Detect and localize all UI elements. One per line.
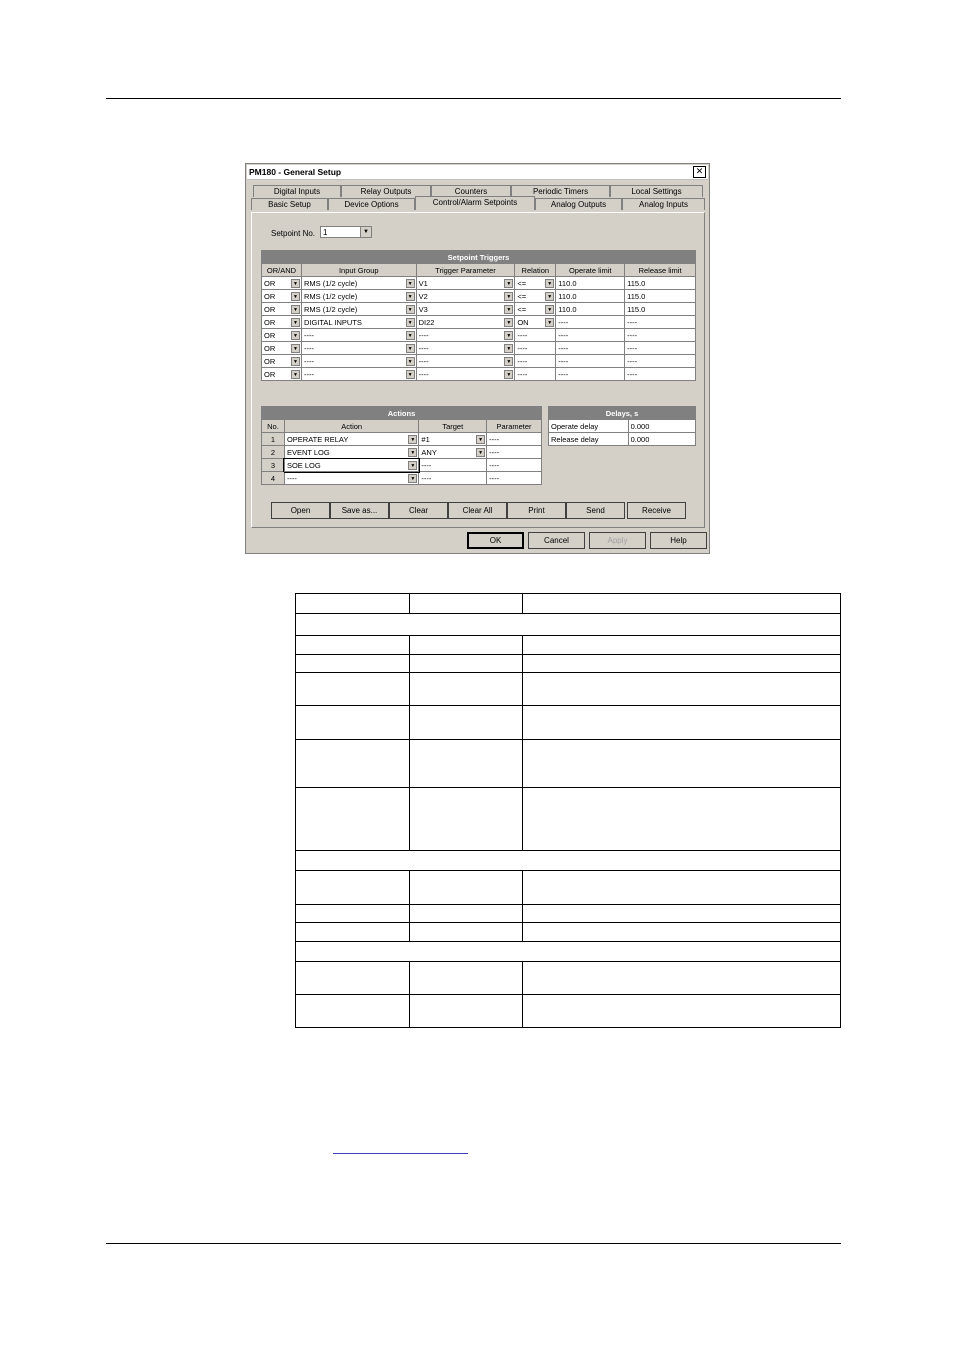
release-delay-label: Release delay xyxy=(549,433,629,446)
chevron-down-icon[interactable]: ▼ xyxy=(408,435,417,444)
chevron-down-icon[interactable]: ▼ xyxy=(408,474,417,483)
action-number xyxy=(262,472,285,485)
table-cell xyxy=(522,995,840,1028)
cell-value: ---- xyxy=(627,369,638,379)
setpoint-triggers-table xyxy=(261,250,696,381)
footer-rule xyxy=(106,1243,841,1244)
cell-value: OR xyxy=(264,291,276,301)
table-cell xyxy=(409,594,522,614)
operate-limit-field[interactable] xyxy=(556,290,625,303)
relation-select[interactable] xyxy=(515,329,556,342)
chevron-down-icon[interactable]: ▼ xyxy=(406,292,415,301)
table-cell xyxy=(409,962,522,995)
general-setup-dialog xyxy=(245,163,710,554)
chevron-down-icon[interactable]: ▼ xyxy=(291,331,300,340)
action-select[interactable] xyxy=(284,472,418,485)
tab-device-options[interactable]: Device Options xyxy=(328,198,415,210)
cell-value: ---- xyxy=(489,447,500,457)
operate-limit-field[interactable] xyxy=(556,316,625,329)
chevron-down-icon[interactable]: ▼ xyxy=(406,318,415,327)
operate-limit-field[interactable] xyxy=(556,342,625,355)
cell-value: ---- xyxy=(627,330,638,340)
cell-value: RMS (1/2 cycle) xyxy=(303,304,358,314)
tab-control-alarm-setpoints[interactable]: Control/Alarm Setpoints xyxy=(415,196,535,210)
cell-value: RMS (1/2 cycle) xyxy=(303,291,358,301)
table-row xyxy=(262,316,696,329)
action-select[interactable] xyxy=(284,459,418,472)
table-cell xyxy=(522,594,840,614)
cancel-button[interactable]: Cancel xyxy=(528,532,585,549)
table-row xyxy=(262,459,542,472)
trigger-parameter-select[interactable] xyxy=(416,303,515,316)
table-row xyxy=(262,446,542,459)
operate-limit-field[interactable] xyxy=(556,368,625,381)
or-and-select[interactable] xyxy=(262,316,302,329)
cell-value: ---- xyxy=(627,356,638,366)
close-icon[interactable]: ✕ xyxy=(693,166,706,178)
chevron-down-icon[interactable]: ▼ xyxy=(291,357,300,366)
input-group-select[interactable] xyxy=(301,355,416,368)
action-number xyxy=(262,433,285,446)
cell-value: DIGITAL INPUTS xyxy=(303,317,362,327)
parameter-field[interactable] xyxy=(487,472,542,485)
table-cell xyxy=(522,962,840,995)
table-cell xyxy=(409,740,522,788)
cell-value: OR xyxy=(264,304,276,314)
cell-value: 110.0 xyxy=(558,304,577,314)
section-row xyxy=(296,851,841,871)
cell-value: ---- xyxy=(558,369,569,379)
chevron-down-icon[interactable]: ▼ xyxy=(406,370,415,379)
release-limit-field[interactable] xyxy=(625,277,696,290)
cell-value: V1 xyxy=(418,278,428,288)
input-group-select[interactable] xyxy=(301,316,416,329)
action-number xyxy=(262,459,285,472)
table-cell xyxy=(409,788,522,851)
parameter-field[interactable] xyxy=(487,446,542,459)
cell-value: 3 xyxy=(270,460,276,470)
release-limit-field[interactable] xyxy=(625,355,696,368)
chevron-down-icon[interactable]: ▼ xyxy=(504,279,513,288)
cell-value: 1 xyxy=(270,434,276,444)
operate-delay-label: Operate delay xyxy=(549,420,629,433)
cell-value: EVENT LOG xyxy=(286,447,330,457)
or-and-select[interactable] xyxy=(262,342,302,355)
chevron-down-icon[interactable]: ▼ xyxy=(545,279,554,288)
table-cell xyxy=(296,962,410,995)
receive-button[interactable]: Receive xyxy=(627,502,686,519)
or-and-select[interactable] xyxy=(262,355,302,368)
cell-value: <= xyxy=(517,291,527,301)
chevron-down-icon[interactable]: ▼ xyxy=(504,357,513,366)
section-row xyxy=(296,614,841,636)
table-cell xyxy=(296,905,410,923)
cell-value: ---- xyxy=(418,343,429,353)
relation-select[interactable] xyxy=(515,277,556,290)
cell-value: ---- xyxy=(627,343,638,353)
cell-value: ---- xyxy=(489,460,500,470)
column-header: Action xyxy=(284,420,418,433)
release-delay-field[interactable]: 0.000 xyxy=(628,433,695,446)
action-select[interactable] xyxy=(284,446,418,459)
table-cell xyxy=(296,788,410,851)
column-header: OR/AND xyxy=(262,264,302,277)
chevron-down-icon[interactable]: ▼ xyxy=(504,318,513,327)
trigger-parameter-select[interactable] xyxy=(416,316,515,329)
cell-value: DI22 xyxy=(418,317,435,327)
action-number xyxy=(262,446,285,459)
chevron-down-icon[interactable]: ▼ xyxy=(360,227,371,237)
table-row xyxy=(262,472,542,485)
chevron-down-icon[interactable]: ▼ xyxy=(504,344,513,353)
table-cell xyxy=(522,871,840,905)
chevron-down-icon[interactable]: ▼ xyxy=(504,305,513,314)
table-cell xyxy=(522,923,840,942)
table-cell xyxy=(522,788,840,851)
cell-value: ---- xyxy=(303,356,314,366)
operate-limit-field[interactable] xyxy=(556,329,625,342)
chevron-down-icon[interactable]: ▼ xyxy=(504,292,513,301)
tab-analog-inputs[interactable]: Analog Inputs xyxy=(622,198,705,210)
table-row xyxy=(262,290,696,303)
table-cell xyxy=(296,871,410,905)
tab-digital-inputs[interactable]: Digital Inputs xyxy=(253,185,341,197)
trigger-parameter-select[interactable] xyxy=(416,368,515,381)
cell-value: ---- xyxy=(489,473,500,483)
title-bar xyxy=(247,165,708,180)
cell-value: 110.0 xyxy=(558,278,577,288)
cell-value: ---- xyxy=(627,317,638,327)
tab-counters[interactable]: Counters xyxy=(431,185,511,197)
cell-value: ---- xyxy=(303,369,314,379)
relation-select[interactable] xyxy=(515,342,556,355)
parameter-field[interactable] xyxy=(487,459,542,472)
cell-value: OR xyxy=(264,369,276,379)
chevron-down-icon[interactable]: ▼ xyxy=(476,435,485,444)
input-group-select[interactable] xyxy=(301,342,416,355)
chevron-down-icon[interactable]: ▼ xyxy=(406,279,415,288)
cell-value: ---- xyxy=(418,330,429,340)
table-cell xyxy=(296,995,410,1028)
cell-value: OR xyxy=(264,356,276,366)
open-button[interactable]: Open xyxy=(271,502,330,519)
parameter-field[interactable] xyxy=(487,433,542,446)
dialog-title: PM180 - General Setup xyxy=(249,167,342,177)
cell-value: OR xyxy=(264,330,276,340)
chevron-down-icon[interactable]: ▼ xyxy=(291,279,300,288)
cell-value: <= xyxy=(517,304,527,314)
delays-caption: Delays, s xyxy=(549,407,696,420)
chevron-down-icon[interactable]: ▼ xyxy=(545,305,554,314)
trigger-parameter-select[interactable] xyxy=(416,290,515,303)
table-cell xyxy=(296,636,410,655)
chevron-down-icon[interactable]: ▼ xyxy=(545,318,554,327)
table-cell xyxy=(296,740,410,788)
cell-value: ANY xyxy=(421,447,437,457)
chevron-down-icon[interactable]: ▼ xyxy=(408,448,417,457)
table-row xyxy=(262,329,696,342)
cell-value: #1 xyxy=(421,434,430,444)
header-rule xyxy=(106,98,841,99)
or-and-select[interactable] xyxy=(262,277,302,290)
table-row xyxy=(262,368,696,381)
trigger-parameter-select[interactable] xyxy=(416,277,515,290)
cell-value: 2 xyxy=(270,447,276,457)
actions-caption: Actions xyxy=(262,407,542,420)
or-and-select[interactable] xyxy=(262,368,302,381)
relation-select[interactable] xyxy=(515,368,556,381)
tab-periodic-timers[interactable]: Periodic Timers xyxy=(511,185,610,197)
table-cell xyxy=(409,655,522,673)
release-limit-field[interactable] xyxy=(625,303,696,316)
relation-select[interactable] xyxy=(515,355,556,368)
tab-analog-outputs[interactable]: Analog Outputs xyxy=(535,198,622,210)
chevron-down-icon[interactable]: ▼ xyxy=(545,292,554,301)
cell-value: OR xyxy=(264,343,276,353)
column-header: No. xyxy=(262,420,285,433)
cell-value: ---- xyxy=(303,343,314,353)
tab-relay-outputs[interactable]: Relay Outputs xyxy=(341,185,431,197)
column-header: Input Group xyxy=(301,264,416,277)
cell-value: V3 xyxy=(418,304,428,314)
table-row xyxy=(262,433,542,446)
cell-value: ---- xyxy=(517,343,528,353)
cell-value: 115.0 xyxy=(627,304,646,314)
clear-all-button[interactable]: Clear All xyxy=(448,502,507,519)
table-row xyxy=(262,355,696,368)
release-limit-field[interactable] xyxy=(625,342,696,355)
column-header: Operate limit xyxy=(556,264,625,277)
release-limit-field[interactable] xyxy=(625,329,696,342)
table-cell xyxy=(409,905,522,923)
table-cell xyxy=(522,706,840,740)
cell-value: 115.0 xyxy=(627,291,646,301)
send-button[interactable]: Send xyxy=(566,502,625,519)
release-limit-field[interactable] xyxy=(625,316,696,329)
triggers-caption: Setpoint Triggers xyxy=(262,251,696,264)
table-cell xyxy=(296,655,410,673)
table-cell xyxy=(296,594,410,614)
operate-delay-field[interactable]: 0.000 xyxy=(628,420,695,433)
ok-button[interactable]: OK xyxy=(467,532,524,549)
table-cell xyxy=(409,706,522,740)
chevron-down-icon[interactable]: ▼ xyxy=(291,370,300,379)
operate-limit-field[interactable] xyxy=(556,355,625,368)
chevron-down-icon[interactable]: ▼ xyxy=(408,461,417,470)
cell-value: <= xyxy=(517,278,527,288)
apply-button[interactable]: Apply xyxy=(589,532,646,549)
input-group-select[interactable] xyxy=(301,290,416,303)
or-and-select[interactable] xyxy=(262,329,302,342)
table-cell xyxy=(409,673,522,706)
setpoint-number-label: Setpoint No. xyxy=(271,229,316,238)
cell-value: OR xyxy=(264,317,276,327)
column-header: Parameter xyxy=(487,420,542,433)
input-group-select[interactable] xyxy=(301,277,416,290)
chevron-down-icon[interactable]: ▼ xyxy=(406,357,415,366)
table-cell xyxy=(296,706,410,740)
table-row xyxy=(262,303,696,316)
cell-value: OR xyxy=(264,278,276,288)
table-cell xyxy=(522,655,840,673)
chevron-down-icon[interactable]: ▼ xyxy=(291,292,300,301)
operate-limit-field[interactable] xyxy=(556,277,625,290)
cell-value: ---- xyxy=(421,460,432,470)
chevron-down-icon[interactable]: ▼ xyxy=(476,448,485,457)
chevron-down-icon[interactable]: ▼ xyxy=(504,331,513,340)
help-button[interactable]: Help xyxy=(650,532,707,549)
table-row xyxy=(262,277,696,290)
target-select[interactable] xyxy=(419,446,487,459)
relation-select[interactable] xyxy=(515,303,556,316)
cell-value: ---- xyxy=(418,356,429,366)
chevron-down-icon[interactable]: ▼ xyxy=(291,344,300,353)
actions-table xyxy=(261,406,542,485)
relation-select[interactable] xyxy=(515,290,556,303)
chevron-down-icon[interactable]: ▼ xyxy=(406,305,415,314)
table-cell xyxy=(522,905,840,923)
chevron-down-icon[interactable]: ▼ xyxy=(504,370,513,379)
cell-value: 115.0 xyxy=(627,278,646,288)
cell-value: ---- xyxy=(489,434,500,444)
table-cell xyxy=(409,995,522,1028)
action-select[interactable] xyxy=(284,433,418,446)
input-group-select[interactable] xyxy=(301,329,416,342)
input-group-select[interactable] xyxy=(301,303,416,316)
cell-value: ---- xyxy=(558,356,569,366)
cell-value: V2 xyxy=(418,291,428,301)
clear-button[interactable]: Clear xyxy=(389,502,448,519)
cell-value: ---- xyxy=(517,330,528,340)
trigger-parameter-select[interactable] xyxy=(416,342,515,355)
cell-value: OPERATE RELAY xyxy=(286,434,349,444)
table-cell xyxy=(522,740,840,788)
link-underline[interactable] xyxy=(333,1153,468,1154)
save-as-button[interactable]: Save as... xyxy=(330,502,389,519)
release-limit-field[interactable] xyxy=(625,368,696,381)
column-header: Release limit xyxy=(625,264,696,277)
or-and-select[interactable] xyxy=(262,303,302,316)
table-row xyxy=(262,342,696,355)
table-cell xyxy=(296,673,410,706)
cell-value: ---- xyxy=(558,317,569,327)
tab-basic-setup[interactable]: Basic Setup xyxy=(251,198,328,210)
cell-value: ---- xyxy=(558,343,569,353)
operate-limit-field[interactable] xyxy=(556,303,625,316)
cell-value: ON xyxy=(517,317,529,327)
cell-value: 4 xyxy=(270,473,276,483)
release-limit-field[interactable] xyxy=(625,290,696,303)
target-select[interactable] xyxy=(419,459,487,472)
cell-value: SOE LOG xyxy=(286,460,321,470)
chevron-down-icon[interactable]: ▼ xyxy=(406,331,415,340)
relation-select[interactable] xyxy=(515,316,556,329)
trigger-parameter-select[interactable] xyxy=(416,355,515,368)
setpoint-number-select[interactable]: 1 ▼ xyxy=(320,226,372,238)
or-and-select[interactable] xyxy=(262,290,302,303)
cell-value: ---- xyxy=(517,356,528,366)
trigger-parameter-select[interactable] xyxy=(416,329,515,342)
cell-value: ---- xyxy=(303,330,314,340)
table-cell xyxy=(409,636,522,655)
cell-value: ---- xyxy=(418,369,429,379)
cell-value: ---- xyxy=(421,473,432,483)
column-header: Trigger Parameter xyxy=(416,264,515,277)
document-table xyxy=(295,593,841,1028)
chevron-down-icon[interactable]: ▼ xyxy=(291,318,300,327)
chevron-down-icon[interactable]: ▼ xyxy=(291,305,300,314)
section-row xyxy=(296,942,841,962)
table-cell xyxy=(409,871,522,905)
cell-value: ---- xyxy=(517,369,528,379)
table-cell xyxy=(522,636,840,655)
delays-table xyxy=(548,406,696,446)
target-select[interactable] xyxy=(419,433,487,446)
cell-value: 110.0 xyxy=(558,291,577,301)
print-button[interactable]: Print xyxy=(507,502,566,519)
cell-value: ---- xyxy=(558,330,569,340)
cell-value: ---- xyxy=(286,473,297,483)
column-header: Relation xyxy=(515,264,556,277)
input-group-select[interactable] xyxy=(301,368,416,381)
cell-value: RMS (1/2 cycle) xyxy=(303,278,358,288)
chevron-down-icon[interactable]: ▼ xyxy=(406,344,415,353)
tab-local-settings[interactable]: Local Settings xyxy=(610,185,703,197)
table-cell xyxy=(409,923,522,942)
table-cell xyxy=(522,673,840,706)
target-select[interactable] xyxy=(419,472,487,485)
table-cell xyxy=(296,923,410,942)
column-header: Target xyxy=(419,420,487,433)
